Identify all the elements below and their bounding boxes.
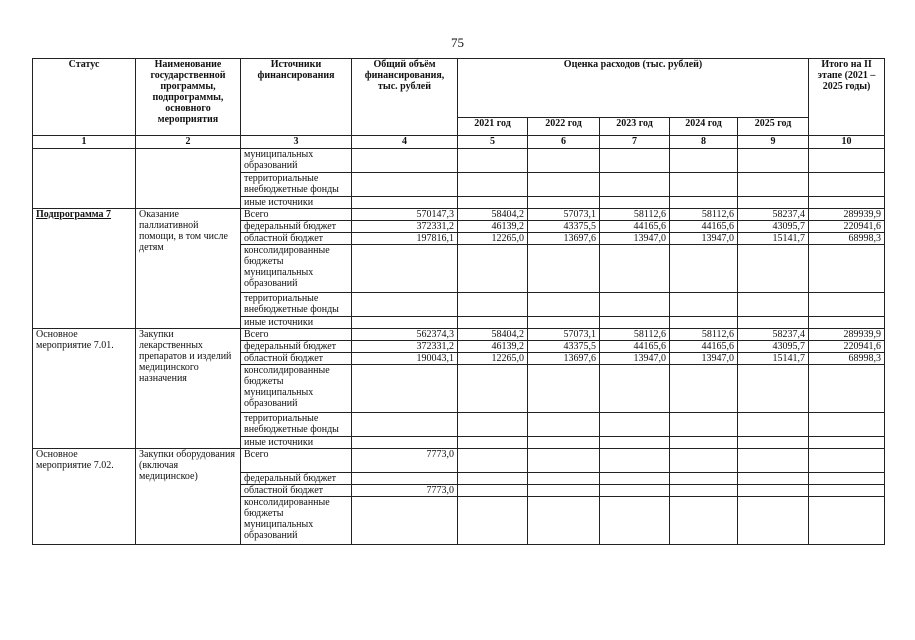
table-row [33, 209, 885, 221]
page-number: 75 [451, 35, 464, 50]
col-number: 10 [809, 136, 885, 149]
value-cell: 7773,0 [352, 449, 458, 473]
value-cell: 220941,6 [809, 221, 885, 233]
value-cell: 58112,6 [600, 209, 670, 221]
name-cell: Закупки оборудования (включая медицинское) [136, 449, 241, 545]
source-cell: иные источники [241, 197, 352, 209]
value-cell: 289939,9 [809, 209, 885, 221]
col-number: 5 [458, 136, 528, 149]
header-year: 2021 год [458, 118, 528, 136]
col-number: 7 [600, 136, 670, 149]
col-number: 2 [136, 136, 241, 149]
source-cell: областной бюджет [241, 233, 352, 245]
value-cell: 197816,1 [352, 233, 458, 245]
value-cell: 372331,2 [352, 341, 458, 353]
source-cell: областной бюджет [241, 353, 352, 365]
value-cell: 68998,3 [809, 233, 885, 245]
header-year: 2023 год [600, 118, 670, 136]
table-row [33, 329, 885, 341]
value-cell: 289939,9 [809, 329, 885, 341]
value-cell: 7773,0 [352, 485, 458, 497]
value-cell: 68998,3 [809, 353, 885, 365]
table-row [33, 149, 885, 173]
source-cell: иные источники [241, 437, 352, 449]
source-cell: Всего [241, 209, 352, 221]
source-cell: муниципальных образований [241, 149, 352, 173]
col-number: 8 [670, 136, 738, 149]
value-cell: 220941,6 [809, 341, 885, 353]
header-program-name: Наименование государственной программы, подпрограммы, основного мероприятия [136, 59, 241, 136]
value-cell: 12265,0 [458, 353, 528, 365]
value-cell: 13947,0 [670, 233, 738, 245]
value-cell: 12265,0 [458, 233, 528, 245]
source-cell: федеральный бюджет [241, 473, 352, 485]
header-status: Статус [33, 59, 136, 136]
value-cell: 58112,6 [670, 209, 738, 221]
value-cell: 570147,3 [352, 209, 458, 221]
header-sources: Источники финансирования [241, 59, 352, 136]
source-cell: консолидированные бюджеты муниципальных образований [241, 245, 352, 293]
budget-table [32, 58, 885, 545]
value-cell: 43375,5 [528, 221, 600, 233]
header-year: 2025 год [738, 118, 809, 136]
value-cell: 58112,6 [600, 329, 670, 341]
value-cell: 46139,2 [458, 341, 528, 353]
status-cell: Основное мероприятие 7.02. [33, 449, 136, 545]
value-cell: 13947,0 [600, 233, 670, 245]
source-cell: иные источники [241, 317, 352, 329]
source-cell: консолидированные бюджеты муниципальных образований [241, 497, 352, 545]
col-number: 1 [33, 136, 136, 149]
value-cell: 13947,0 [600, 353, 670, 365]
header-itogo: Итого на II этапе (2021 – 2025 годы) [809, 59, 885, 136]
source-cell: Всего [241, 329, 352, 341]
value-cell: 58404,2 [458, 209, 528, 221]
value-cell: 44165,6 [600, 341, 670, 353]
col-number: 6 [528, 136, 600, 149]
source-cell: Всего [241, 449, 352, 473]
value-cell: 58237,4 [738, 209, 809, 221]
value-cell: 43375,5 [528, 341, 600, 353]
value-cell: 190043,1 [352, 353, 458, 365]
value-cell: 57073,1 [528, 329, 600, 341]
value-cell: 58112,6 [670, 329, 738, 341]
value-cell: 372331,2 [352, 221, 458, 233]
value-cell: 13697,6 [528, 353, 600, 365]
value-cell: 57073,1 [528, 209, 600, 221]
value-cell: 43095,7 [738, 341, 809, 353]
header-total: Общий объём финансирования, тыс. рублей [352, 59, 458, 136]
source-cell: территориальные внебюджетные фонды [241, 413, 352, 437]
name-cell [136, 149, 241, 209]
header-year: 2022 год [528, 118, 600, 136]
status-cell: Основное мероприятие 7.01. [33, 329, 136, 449]
value-cell: 562374,3 [352, 329, 458, 341]
status-cell: Подпрограмма 7 [33, 209, 136, 329]
col-number: 4 [352, 136, 458, 149]
status-cell [33, 149, 136, 209]
source-cell: федеральный бюджет [241, 341, 352, 353]
value-cell: 15141,7 [738, 353, 809, 365]
value-cell: 46139,2 [458, 221, 528, 233]
value-cell: 44165,6 [600, 221, 670, 233]
value-cell: 43095,7 [738, 221, 809, 233]
source-cell: территориальные внебюджетные фонды [241, 293, 352, 317]
table-row [33, 449, 885, 473]
source-cell: территориальные внебюджетные фонды [241, 173, 352, 197]
column-numbers-row [33, 136, 885, 149]
value-cell: 13947,0 [670, 353, 738, 365]
value-cell: 44165,6 [670, 221, 738, 233]
source-cell: областной бюджет [241, 485, 352, 497]
value-cell: 58404,2 [458, 329, 528, 341]
value-cell: 44165,6 [670, 341, 738, 353]
name-cell: Закупки лекарственных препаратов и изделий медицинского назначения [136, 329, 241, 449]
header-year: 2024 год [670, 118, 738, 136]
source-cell: федеральный бюджет [241, 221, 352, 233]
value-cell: 58237,4 [738, 329, 809, 341]
value-cell: 13697,6 [528, 233, 600, 245]
header-row [33, 59, 885, 118]
value-cell: 15141,7 [738, 233, 809, 245]
header-estimate: Оценка расходов (тыс. рублей) [458, 59, 809, 118]
source-cell: консолидированные бюджеты муниципальных образований [241, 365, 352, 413]
col-number: 3 [241, 136, 352, 149]
col-number: 9 [738, 136, 809, 149]
name-cell: Оказание паллиативной помощи, в том числе детям [136, 209, 241, 329]
